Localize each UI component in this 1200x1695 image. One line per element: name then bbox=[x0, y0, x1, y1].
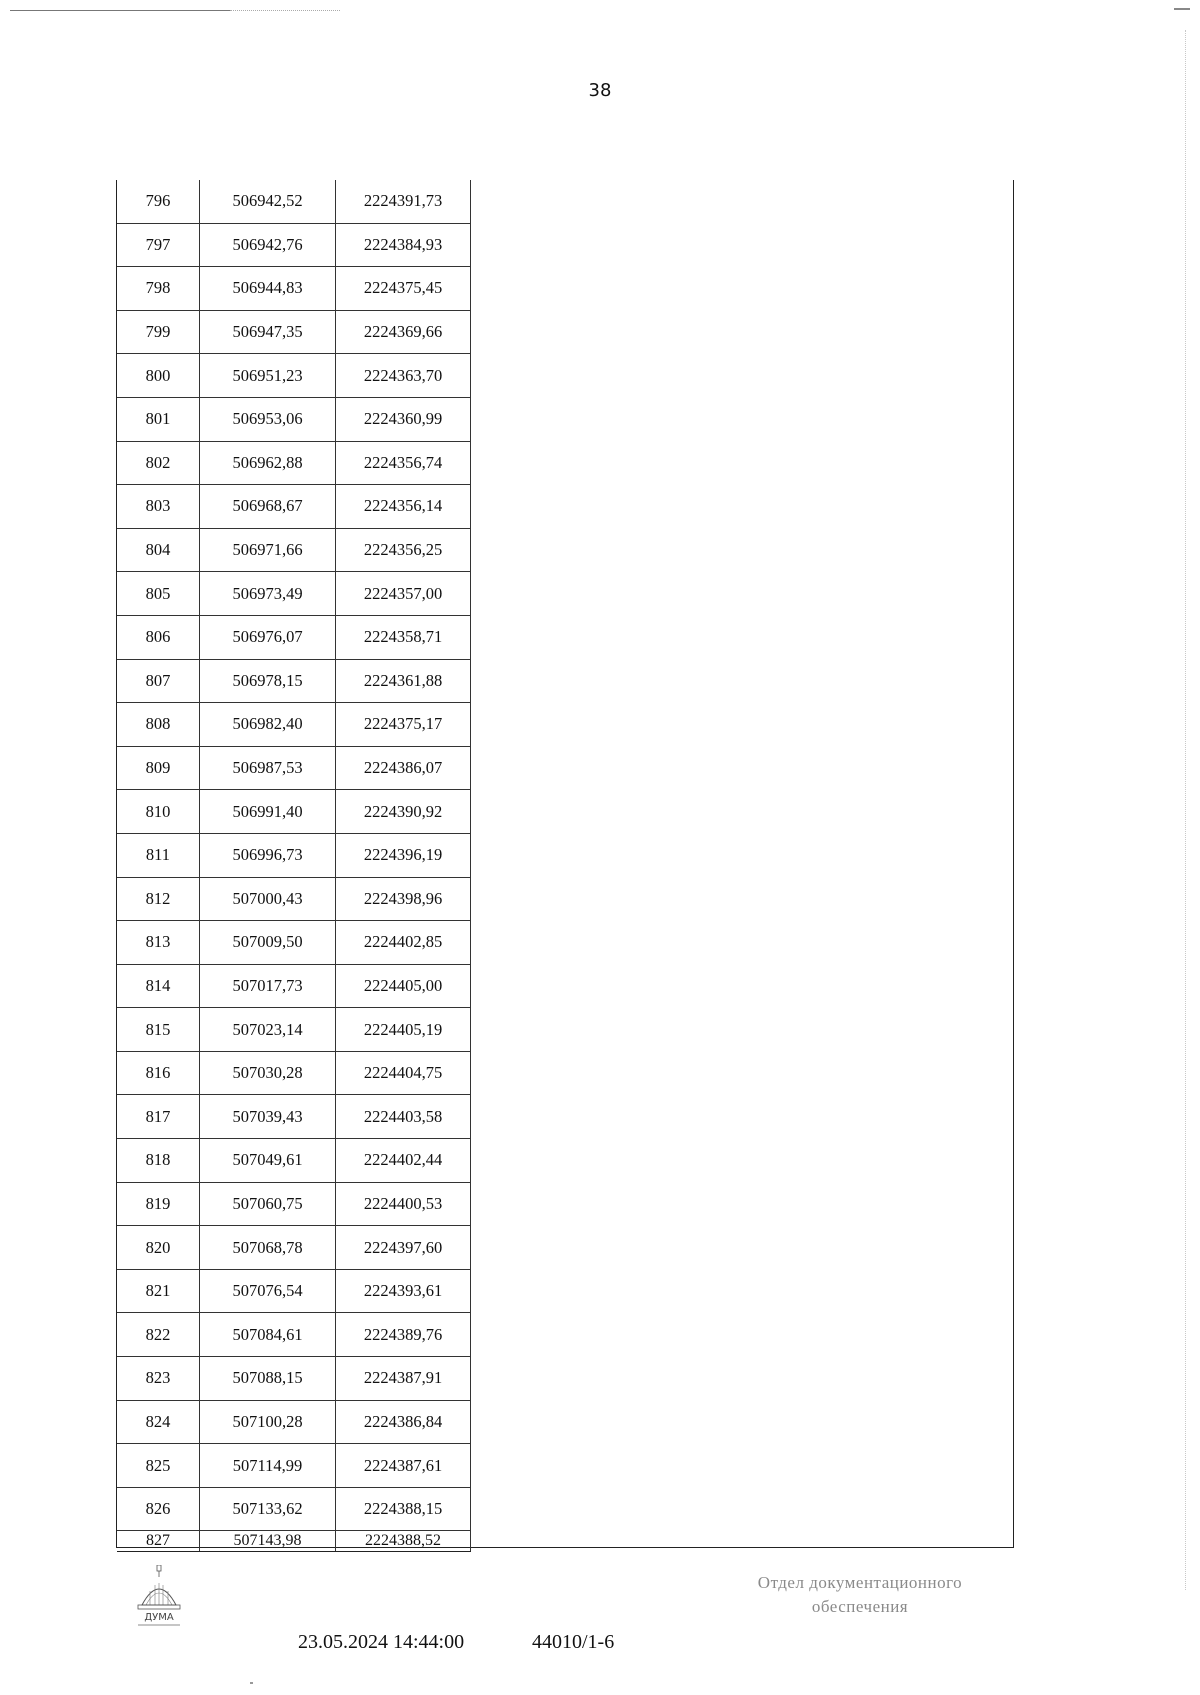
y-coordinate-cell: 2224397,60 bbox=[336, 1226, 471, 1270]
y-coordinate-cell: 2224391,73 bbox=[336, 180, 471, 223]
x-coordinate-cell: 507030,28 bbox=[200, 1051, 336, 1095]
x-coordinate-cell: 507049,61 bbox=[200, 1139, 336, 1183]
table-row bbox=[117, 1313, 471, 1357]
y-coordinate-cell: 2224360,99 bbox=[336, 397, 471, 441]
point-number-cell: 811 bbox=[117, 833, 200, 877]
y-coordinate-cell: 2224384,93 bbox=[336, 223, 471, 267]
y-coordinate-cell: 2224405,19 bbox=[336, 1008, 471, 1052]
point-number-cell: 798 bbox=[117, 267, 200, 311]
point-number-cell: 808 bbox=[117, 703, 200, 747]
point-number-cell: 797 bbox=[117, 223, 200, 267]
stamp-line-2: обеспечения bbox=[811, 1597, 909, 1616]
point-number-cell: 815 bbox=[117, 1008, 200, 1052]
x-coordinate-cell: 506973,49 bbox=[200, 572, 336, 616]
table-row bbox=[117, 485, 471, 529]
table-row bbox=[117, 180, 471, 223]
x-coordinate-cell: 507076,54 bbox=[200, 1269, 336, 1313]
x-coordinate-cell: 507060,75 bbox=[200, 1182, 336, 1226]
y-coordinate-cell: 2224386,07 bbox=[336, 746, 471, 790]
x-coordinate-cell: 506953,06 bbox=[200, 397, 336, 441]
point-number-cell: 816 bbox=[117, 1051, 200, 1095]
x-coordinate-cell: 506942,52 bbox=[200, 180, 336, 223]
y-coordinate-cell: 2224358,71 bbox=[336, 615, 471, 659]
table-row bbox=[117, 528, 471, 572]
point-number-cell: 805 bbox=[117, 572, 200, 616]
point-number-cell: 822 bbox=[117, 1313, 200, 1357]
x-coordinate-cell: 507143,98 bbox=[200, 1531, 336, 1552]
point-number-cell: 826 bbox=[117, 1487, 200, 1531]
table-row bbox=[117, 964, 471, 1008]
x-coordinate-cell: 506996,73 bbox=[200, 833, 336, 877]
logo-text: ДУМА bbox=[144, 1612, 174, 1623]
y-coordinate-cell: 2224389,76 bbox=[336, 1313, 471, 1357]
table-row bbox=[117, 572, 471, 616]
y-coordinate-cell: 2224356,74 bbox=[336, 441, 471, 485]
x-coordinate-cell: 507100,28 bbox=[200, 1400, 336, 1444]
y-coordinate-cell: 2224386,84 bbox=[336, 1400, 471, 1444]
x-coordinate-cell: 506962,88 bbox=[200, 441, 336, 485]
x-coordinate-cell: 506991,40 bbox=[200, 790, 336, 834]
x-coordinate-cell: 507133,62 bbox=[200, 1487, 336, 1531]
point-number-cell: 799 bbox=[117, 310, 200, 354]
x-coordinate-cell: 507114,99 bbox=[200, 1444, 336, 1488]
point-number-cell: 809 bbox=[117, 746, 200, 790]
point-number-cell: 821 bbox=[117, 1269, 200, 1313]
y-coordinate-cell: 2224387,61 bbox=[336, 1444, 471, 1488]
point-number-cell: 814 bbox=[117, 964, 200, 1008]
table-row bbox=[117, 615, 471, 659]
y-coordinate-cell: 2224375,17 bbox=[336, 703, 471, 747]
table-row bbox=[117, 833, 471, 877]
x-coordinate-cell: 506951,23 bbox=[200, 354, 336, 398]
point-number-cell: 796 bbox=[117, 180, 200, 223]
point-number-cell: 820 bbox=[117, 1226, 200, 1270]
table-row bbox=[117, 1139, 471, 1183]
point-number-cell: 810 bbox=[117, 790, 200, 834]
point-number-cell: 807 bbox=[117, 659, 200, 703]
point-number-cell: 804 bbox=[117, 528, 200, 572]
table-row bbox=[117, 659, 471, 703]
table-row bbox=[117, 1444, 471, 1488]
x-coordinate-cell: 506942,76 bbox=[200, 223, 336, 267]
footer-timestamp: 23.05.2024 14:44:00 bbox=[298, 1631, 465, 1653]
point-number-cell: 824 bbox=[117, 1400, 200, 1444]
table-row bbox=[117, 441, 471, 485]
point-number-cell: 803 bbox=[117, 485, 200, 529]
y-coordinate-cell: 2224402,44 bbox=[336, 1139, 471, 1183]
y-coordinate-cell: 2224405,00 bbox=[336, 964, 471, 1008]
table-row bbox=[117, 1400, 471, 1444]
table-row bbox=[117, 1095, 471, 1139]
table-row bbox=[117, 746, 471, 790]
point-number-cell: 813 bbox=[117, 921, 200, 965]
x-coordinate-cell: 506944,83 bbox=[200, 267, 336, 311]
top-scan-dotted-line bbox=[230, 10, 340, 11]
y-coordinate-cell: 2224388,52 bbox=[336, 1531, 471, 1552]
top-scan-line bbox=[10, 10, 230, 11]
x-coordinate-cell: 506978,15 bbox=[200, 659, 336, 703]
table-row bbox=[117, 1269, 471, 1313]
y-coordinate-cell: 2224361,88 bbox=[336, 659, 471, 703]
y-coordinate-cell: 2224400,53 bbox=[336, 1182, 471, 1226]
department-stamp bbox=[700, 1571, 1020, 1619]
table-row bbox=[117, 877, 471, 921]
y-coordinate-cell: 2224356,14 bbox=[336, 485, 471, 529]
table-row bbox=[117, 310, 471, 354]
x-coordinate-cell: 507009,50 bbox=[200, 921, 336, 965]
x-coordinate-cell: 507023,14 bbox=[200, 1008, 336, 1052]
point-number-cell: 800 bbox=[117, 354, 200, 398]
scan-edge-noise bbox=[1185, 30, 1186, 1590]
footer-document-number: 44010/1-6 bbox=[532, 1631, 615, 1653]
x-coordinate-cell: 507084,61 bbox=[200, 1313, 336, 1357]
y-coordinate-cell: 2224375,45 bbox=[336, 267, 471, 311]
x-coordinate-cell: 507000,43 bbox=[200, 877, 336, 921]
table-row bbox=[117, 1226, 471, 1270]
x-coordinate-cell: 506971,66 bbox=[200, 528, 336, 572]
y-coordinate-cell: 2224396,19 bbox=[336, 833, 471, 877]
duma-emblem-icon bbox=[134, 1565, 184, 1629]
table-row bbox=[117, 397, 471, 441]
y-coordinate-cell: 2224357,00 bbox=[336, 572, 471, 616]
stamp-line-1: Отдел документационного bbox=[757, 1573, 963, 1592]
x-coordinate-cell: 507017,73 bbox=[200, 964, 336, 1008]
point-number-cell: 817 bbox=[117, 1095, 200, 1139]
x-coordinate-cell: 506947,35 bbox=[200, 310, 336, 354]
x-coordinate-cell: 507088,15 bbox=[200, 1357, 336, 1401]
point-number-cell: 825 bbox=[117, 1444, 200, 1488]
scan-speck bbox=[250, 1682, 253, 1684]
table-row bbox=[117, 703, 471, 747]
table-row bbox=[117, 1008, 471, 1052]
y-coordinate-cell: 2224403,58 bbox=[336, 1095, 471, 1139]
table-row bbox=[117, 1531, 471, 1552]
y-coordinate-cell: 2224404,75 bbox=[336, 1051, 471, 1095]
x-coordinate-cell: 506982,40 bbox=[200, 703, 336, 747]
y-coordinate-cell: 2224398,96 bbox=[336, 877, 471, 921]
point-number-cell: 802 bbox=[117, 441, 200, 485]
y-coordinate-cell: 2224387,91 bbox=[336, 1357, 471, 1401]
y-coordinate-cell: 2224390,92 bbox=[336, 790, 471, 834]
table-row bbox=[117, 1487, 471, 1531]
point-number-cell: 812 bbox=[117, 877, 200, 921]
point-number-cell: 806 bbox=[117, 615, 200, 659]
x-coordinate-cell: 506987,53 bbox=[200, 746, 336, 790]
table-row bbox=[117, 354, 471, 398]
point-number-cell: 818 bbox=[117, 1139, 200, 1183]
table-row bbox=[117, 1357, 471, 1401]
point-number-cell: 819 bbox=[117, 1182, 200, 1226]
x-coordinate-cell: 506968,67 bbox=[200, 485, 336, 529]
x-coordinate-cell: 507068,78 bbox=[200, 1226, 336, 1270]
point-number-cell: 827 bbox=[117, 1531, 200, 1552]
y-coordinate-cell: 2224363,70 bbox=[336, 354, 471, 398]
table-row bbox=[117, 1182, 471, 1226]
table-row bbox=[117, 223, 471, 267]
table-row bbox=[117, 921, 471, 965]
y-coordinate-cell: 2224356,25 bbox=[336, 528, 471, 572]
table-row bbox=[117, 267, 471, 311]
y-coordinate-cell: 2224388,15 bbox=[336, 1487, 471, 1531]
page-number: 38 bbox=[588, 80, 612, 101]
y-coordinate-cell: 2224393,61 bbox=[336, 1269, 471, 1313]
x-coordinate-cell: 506976,07 bbox=[200, 615, 336, 659]
y-coordinate-cell: 2224402,85 bbox=[336, 921, 471, 965]
x-coordinate-cell: 507039,43 bbox=[200, 1095, 336, 1139]
coordinates-table bbox=[117, 180, 471, 1552]
table-row bbox=[117, 790, 471, 834]
table-row bbox=[117, 1051, 471, 1095]
point-number-cell: 823 bbox=[117, 1357, 200, 1401]
top-right-scan-mark bbox=[1174, 8, 1190, 10]
y-coordinate-cell: 2224369,66 bbox=[336, 310, 471, 354]
point-number-cell: 801 bbox=[117, 397, 200, 441]
